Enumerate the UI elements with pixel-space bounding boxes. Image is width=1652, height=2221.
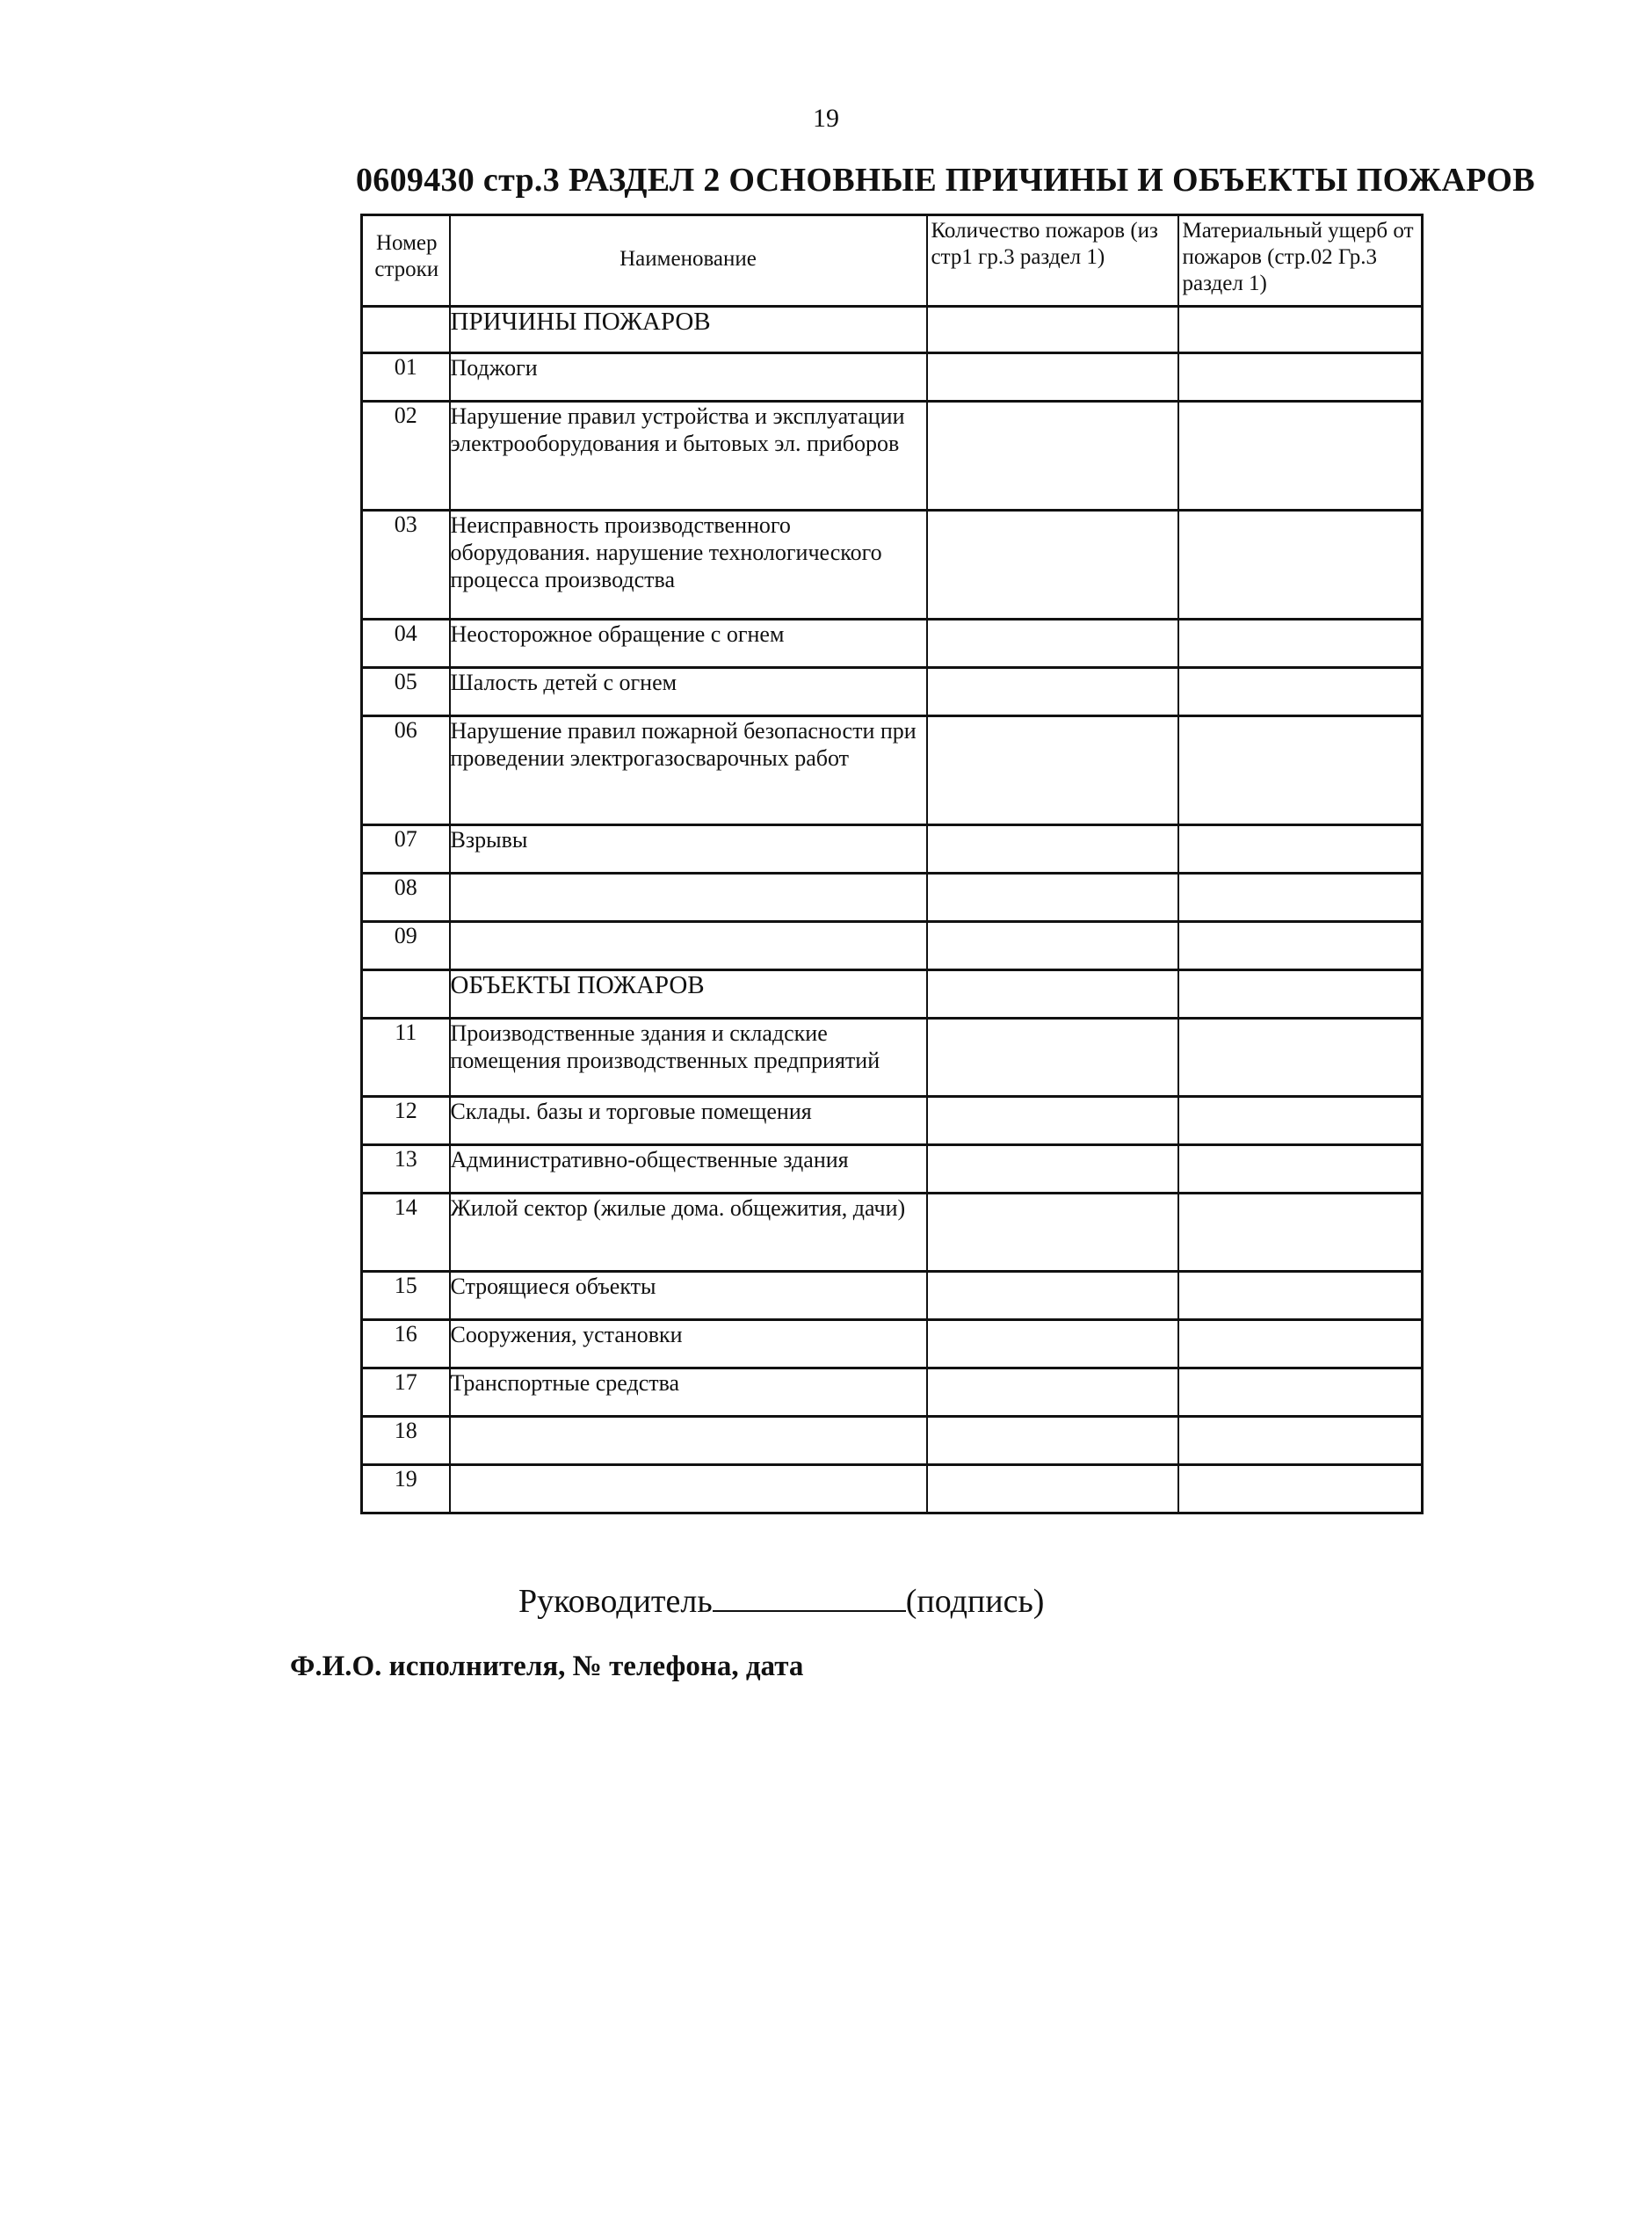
header-damage: Материальный ущерб от пожаров (стр.02 Гр.3 раздел 1) [1178,215,1423,307]
form-title: 0609430 стр.3 РАЗДЕЛ 2 ОСНОВНЫЕ ПРИЧИНЫ И ОБЪЕКТЫ ПОЖАРОВ [356,162,1535,199]
table-row [362,620,1423,668]
row-number: 13 [362,1145,450,1194]
row-name: Склады. базы и торговые помещения [450,1097,927,1145]
damage-cell[interactable] [1178,1368,1423,1417]
fire-count-cell[interactable] [927,716,1178,825]
damage-cell[interactable] [1178,1194,1423,1272]
row-number: 03 [362,511,450,620]
damage-cell[interactable] [1178,1465,1423,1513]
fire-count-cell[interactable] [927,1194,1178,1272]
header-fire-count: Количество пожаров (из стр1 гр.3 раздел 1) [927,215,1178,307]
fire-count-cell[interactable] [927,402,1178,511]
fire-count-cell[interactable] [927,1417,1178,1465]
row-number: 18 [362,1417,450,1465]
signature-label: Руководитель [518,1583,713,1620]
row-number: 07 [362,825,450,874]
damage-cell[interactable] [1178,1417,1423,1465]
row-number [362,307,450,353]
row-number: 06 [362,716,450,825]
fire-count-cell[interactable] [927,1465,1178,1513]
damage-cell[interactable] [1178,1097,1423,1145]
row-number: 04 [362,620,450,668]
fire-count-cell[interactable] [927,922,1178,970]
table-row [362,1320,1423,1368]
fire-count-cell[interactable] [927,511,1178,620]
fire-causes-table [360,214,1424,1514]
signature-line [518,1582,1044,1621]
row-name: Производственные здания и складские помещения производственных предприятий [450,1019,927,1097]
row-name [450,922,927,970]
fire-count-cell[interactable] [927,1320,1178,1368]
damage-cell[interactable] [1178,922,1423,970]
page-number: 19 [813,104,839,133]
fire-count-cell[interactable] [927,1272,1178,1320]
row-number: 02 [362,402,450,511]
row-name: Административно-общественные здания [450,1145,927,1194]
signature-field[interactable] [713,1584,906,1612]
row-number: 17 [362,1368,450,1417]
damage-cell[interactable] [1178,874,1423,922]
damage-cell[interactable] [1178,825,1423,874]
row-number: 01 [362,353,450,402]
row-number: 08 [362,874,450,922]
fire-count-cell[interactable] [927,353,1178,402]
damage-cell[interactable] [1178,353,1423,402]
table-row [362,1019,1423,1097]
table-row [362,1145,1423,1194]
row-name [450,1465,927,1513]
damage-cell[interactable] [1178,402,1423,511]
row-name: Шалость детей с огнем [450,668,927,716]
table-row [362,1194,1423,1272]
fire-count-cell[interactable] [927,668,1178,716]
row-name: Сооружения, установки [450,1320,927,1368]
damage-cell[interactable] [1178,307,1423,353]
table-row [362,1368,1423,1417]
row-number: 11 [362,1019,450,1097]
section-title: ПРИЧИНЫ ПОЖАРОВ [450,307,927,353]
row-name: Поджоги [450,353,927,402]
signature-note: (подпись) [905,1583,1045,1620]
table-row [362,511,1423,620]
row-name [450,1417,927,1465]
fire-count-cell[interactable] [927,825,1178,874]
fire-count-cell[interactable] [927,1145,1178,1194]
table-row [362,1417,1423,1465]
fire-count-cell[interactable] [927,620,1178,668]
table-row [362,874,1423,922]
section-title: ОБЪЕКТЫ ПОЖАРОВ [450,970,927,1019]
row-number: 19 [362,1465,450,1513]
row-number: 15 [362,1272,450,1320]
fire-count-cell[interactable] [927,970,1178,1019]
executor-info: Ф.И.О. исполнителя, № телефона, дата [290,1651,804,1682]
damage-cell[interactable] [1178,1272,1423,1320]
damage-cell[interactable] [1178,1320,1423,1368]
row-number: 16 [362,1320,450,1368]
table-row [362,716,1423,825]
damage-cell[interactable] [1178,970,1423,1019]
table-row [362,922,1423,970]
row-name: Неосторожное обращение с огнем [450,620,927,668]
row-number: 12 [362,1097,450,1145]
damage-cell[interactable] [1178,511,1423,620]
header-name: Наименование [450,215,927,307]
row-name: Нарушение правил пожарной безопасности при проведении электрогазосварочных работ [450,716,927,825]
row-name [450,874,927,922]
table-row [362,825,1423,874]
fire-count-cell[interactable] [927,307,1178,353]
fire-count-cell[interactable] [927,874,1178,922]
row-name: Жилой сектор (жилые дома. общежития, дачи) [450,1194,927,1272]
section-header-row [362,970,1423,1019]
damage-cell[interactable] [1178,620,1423,668]
row-number: 05 [362,668,450,716]
table-row [362,353,1423,402]
row-name: Неисправность производственного оборудования. нарушение технологического процесса производства [450,511,927,620]
row-name: Взрывы [450,825,927,874]
row-name: Строящиеся объекты [450,1272,927,1320]
table-row [362,1465,1423,1513]
table-row [362,1097,1423,1145]
row-number: 14 [362,1194,450,1272]
table-header-row [362,215,1423,307]
damage-cell[interactable] [1178,1019,1423,1097]
table-row [362,1272,1423,1320]
damage-cell[interactable] [1178,716,1423,825]
fire-count-cell[interactable] [927,1019,1178,1097]
damage-cell[interactable] [1178,1145,1423,1194]
header-number: Номер строки [362,215,450,307]
row-number: 09 [362,922,450,970]
row-name: Нарушение правил устройства и эксплуатации электрооборудования и бытовых эл. приборов [450,402,927,511]
row-name: Транспортные средства [450,1368,927,1417]
fire-count-cell[interactable] [927,1097,1178,1145]
row-number [362,970,450,1019]
table-row [362,668,1423,716]
section-header-row [362,307,1423,353]
fire-count-cell[interactable] [927,1368,1178,1417]
damage-cell[interactable] [1178,668,1423,716]
table-row [362,402,1423,511]
